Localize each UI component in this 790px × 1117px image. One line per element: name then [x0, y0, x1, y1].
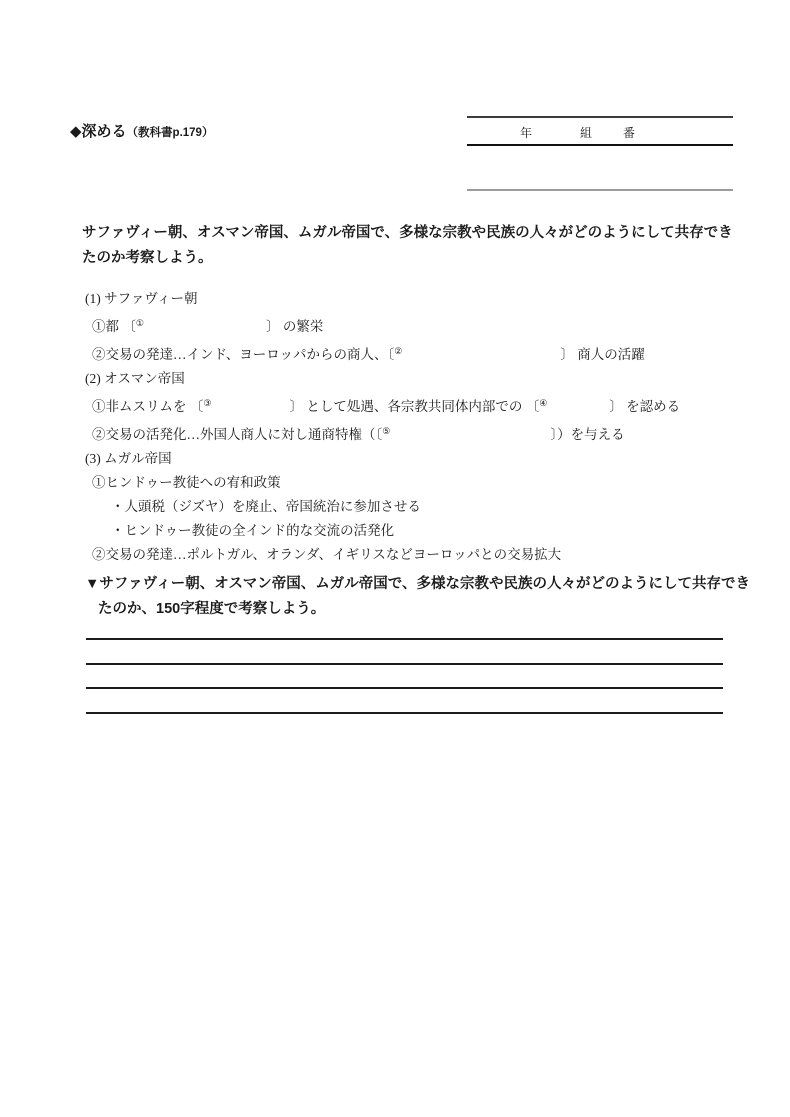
task-prompt	[85, 572, 754, 622]
name-box-header-row	[467, 118, 733, 144]
blank-number: ②	[394, 346, 403, 356]
answer-line	[86, 687, 723, 712]
outline-text: 〕 を認める	[609, 399, 681, 414]
outline-line-heading	[85, 367, 765, 391]
outline-line-heading	[85, 287, 765, 311]
name-box-bottom-rule	[467, 189, 733, 191]
outline-text: ②交易の発達…ポルトガル、オランダ、イギリスなどヨーロッパとの交易拡大	[92, 547, 562, 562]
name-box	[467, 116, 733, 191]
outline-line-bullet	[111, 519, 765, 543]
outline-text: 〕 の繁栄	[265, 319, 324, 334]
outline-line-heading	[85, 447, 765, 471]
blank-number: ①	[135, 318, 144, 328]
class-label: 組	[580, 126, 593, 140]
answer-line	[86, 712, 723, 737]
outline-line-item	[92, 543, 765, 567]
fill-in-blank-gap	[390, 438, 550, 439]
outline-text: ・ヒンドゥー教徒の全インド的な交流の活発化	[111, 523, 395, 538]
outline-text: (2) オスマン帝国	[85, 371, 185, 386]
task-text: サファヴィー朝、オスマン帝国、ムガル帝国で、多様な宗教や民族の人々がどのようにして共存できたのか、150字程度で考察しよう。	[98, 576, 750, 617]
task-marker-icon: ▼	[85, 576, 100, 592]
outline-text: ①非ムスリムを 〔	[92, 399, 204, 414]
outline-text: ①ヒンドゥー教徒への宥和政策	[92, 475, 281, 490]
fill-in-blank-gap	[547, 410, 609, 411]
outline-text: ・人頭税（ジズヤ）を廃止、帝国統治に参加させる	[111, 499, 421, 514]
fill-in-blank-gap	[144, 330, 266, 331]
outline-line-item	[92, 311, 765, 339]
blank-number: ④	[539, 398, 548, 408]
blank-number: ⑤	[382, 426, 391, 436]
outline-text: ①都 〔	[92, 319, 136, 334]
outline-line-item	[92, 471, 765, 495]
page-title	[70, 122, 213, 143]
year-label: 年	[520, 126, 533, 140]
outline-text: (1) サファヴィー朝	[85, 291, 198, 306]
answer-line	[86, 663, 723, 688]
outline-text: 〕 商人の活躍	[560, 347, 645, 362]
name-field-row	[467, 146, 733, 189]
fill-in-blank-gap	[402, 358, 560, 359]
outline-text: ②交易の活発化…外国人商人に対し通商特権（〔	[92, 427, 383, 442]
answer-lines	[86, 638, 723, 736]
outline-line-item	[92, 339, 765, 367]
outline-text: 〕）を与える	[550, 427, 625, 442]
outline-text: 〕 として処遇、各宗教共同体内部での 〔	[289, 399, 540, 414]
answer-line	[86, 638, 723, 663]
outline-line-item	[92, 419, 765, 447]
main-prompt: サファヴィー朝、オスマン帝国、ムガル帝国で、多様な宗教や民族の人々がどのようにして共存できたのか考察しよう。	[82, 225, 733, 266]
outline-line-item	[92, 391, 765, 419]
outline-text: ②交易の発達…インド、ヨーロッパからの商人、〔	[92, 347, 395, 362]
number-label: 番	[623, 126, 636, 140]
fill-in-blank-gap	[211, 410, 289, 411]
title-textbook-note: （教科書p.179）	[126, 127, 214, 139]
title-text: ◆深める	[70, 123, 127, 140]
outline-line-bullet	[111, 495, 765, 519]
blank-number: ③	[203, 398, 212, 408]
outline	[85, 287, 765, 567]
outline-text: (3) ムガル帝国	[85, 451, 172, 466]
